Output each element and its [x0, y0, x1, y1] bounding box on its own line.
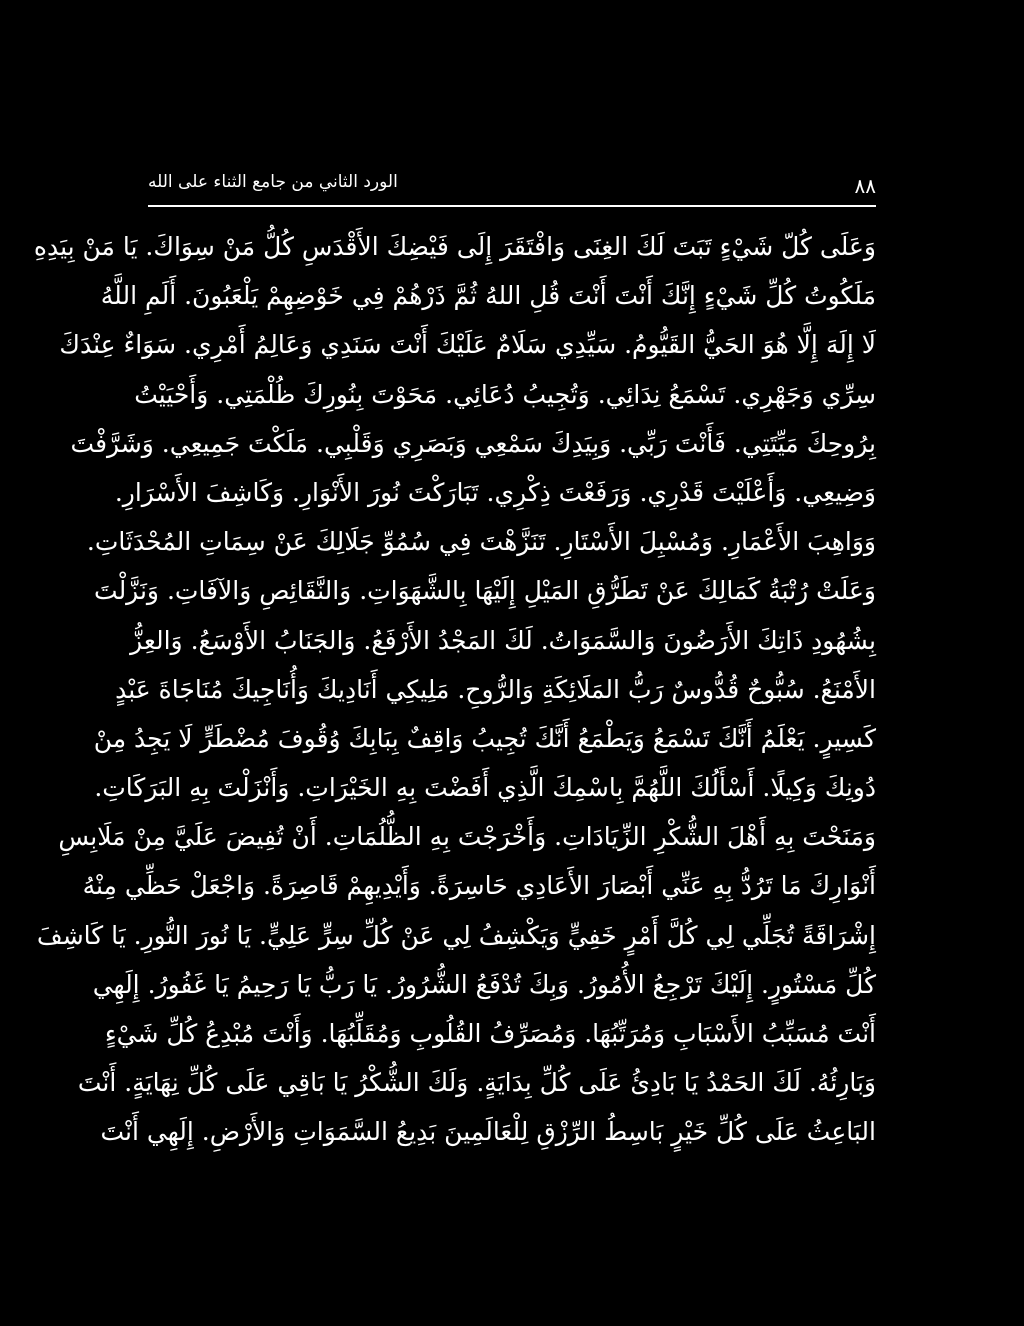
text-line: بِشُهُودِ ذَاتِكَ الأَرَضُونَ وَالسَّمَوَاتُ. لَكَ المَجْدُ الأَرْفَعُ. وَالجَنَابُ الأَوْسَعُ. وَالعِزُّ: [130, 625, 876, 655]
text-line: البَاعِثُ عَلَى كُلِّ خَيْرٍ بَاسِطُ الرِّزْقِ لِلْعَالَمِينَ بَدِيعُ السَّمَوَاتِ وَالأَرْضِ. إِلَهِي أَنْتَ: [100, 1117, 876, 1147]
text-line: وَعَلَى كُلّ شَيْءٍ تَبَتَ لَكَ الغِنَى وَافْتَقَرَ إِلَى فَيْضِكَ الأَقْدَسِ كُلُّ مَنْ سِوَاكَ. يَا مَنْ بِيَدِهِ: [33, 232, 876, 261]
text-line: لَا إِلَهَ إِلَّا هُوَ الحَيُّ القَيُّومُ. سَيِّدِي سَلَامٌ عَلَيْكَ أَنْتَ سَنَدِي وَعَالِمُ أَمْرِي. سَوَاءٌ عِنْدَكَ: [59, 330, 876, 360]
text-line: الأَمْنَعُ. سُبُّوحٌ قُدُّوسٌ رَبُّ المَلَائِكَةِ وَالرُّوحِ. مَلِيكِي أَنَادِيكَ وَأُنَاجِيكَ مُنَاجَاةَ عَبْدٍ: [115, 674, 876, 704]
text-line: كُلِّ مَسْتُورٍ. إِلَيْكَ تَرْجِعُ الأُمُورُ. وَبِكَ تُدْفَعُ الشُّرُورُ. يَا رَبُّ يَا رَحِيمُ يَا غَفُورُ. إِلَهِي: [92, 969, 876, 999]
text-line: مَلَكُوتُ كُلِّ شَيْءٍ إِنَّكَ أَنْتَ أَنْتَ قُلِ اللهُ ثُمَّ ذَرْهُمْ فِي خَوْضِهِمْ يَلْعَبُونَ. أَلَمِ اللَّهُ: [100, 281, 876, 311]
text-line: أَنْتَ مُسَبِّبُ الأَسْبَابِ وَمُرَتِّبُهَا. وَمُصَرِّفُ القُلُوبِ وَمُقَلِّبُهَا. وَأَنْتَ مُبْدِعُ كُلِّ شَيْءٍ: [104, 1019, 876, 1048]
text-line: سِرِّي وَجَهْرِي. تَسْمَعُ نِدَائِي. وَتُجِيبُ دُعَائِي. مَحَوْتَ بِنُورِكَ ظُلْمَتِي. وَأَحْيَيْتُ: [134, 379, 876, 409]
text-line: كَسِيرٍ. يَعْلَمُ أَنَّكَ تَسْمَعُ وَيَطْمَعُ أَنَّكَ تُجِيبُ وَاقِفٌ بِبَابِكَ وُقُوفَ مُضْطَرٍّ لَا يَجِدُ مِنْ: [93, 723, 876, 753]
text-line: أَنْوَارِكَ مَا تَرُدُّ بِهِ عَنِّي أَبْصَارَ الأَعَادِي حَاسِرَةً. وَأَيْدِيهِمْ قَاصِرَةً. وَاجْعَلْ حَظِّي مِنْهُ: [82, 871, 876, 901]
text-line: وَبَارِئُهُ. لَكَ الحَمْدُ يَا بَادِئُ عَلَى كُلِّ بِدَايَةٍ. وَلَكَ الشُّكْرُ يَا بَاقِي عَلَى كُلِّ نِهَايَةٍ. أَنْتَ: [77, 1068, 876, 1098]
text-line: وَمَنَحْتَ بِهِ أَهْلَ الشُّكْرِ الزِّيَادَاتِ. وَأَخْرَجْتَ بِهِ الظُّلُمَاتِ. أَنْ تُفِيضَ عَلَيَّ مِنْ مَلَابِسِ: [58, 822, 876, 852]
text-line: وَعَلَتْ رُتْبَةُ كَمَالِكَ عَنْ تَطَرُّقِ المَيْلِ إِلَيْهَا بِالشَّهَوَاتِ. وَالنَّقَائِصِ وَالآفَاتِ. وَنَزَّلْتَ: [94, 576, 876, 606]
page-number: ٨٨: [854, 174, 876, 198]
text-line: وَوَاهِبَ الأَعْمَارِ. وَمُسْبِلَ الأَسْتَارِ. تَنَزَّهْتَ فِي سُمُوِّ جَلَالِكَ عَنْ سِمَاتِ المُحْدَثَاتِ.: [86, 527, 876, 557]
text-line: وَضِيعِي. وَأَعْلَيْتَ قَدْرِي. وَرَفَعْتَ ذِكْرِي. تَبَارَكْتَ نُورَ الأَنْوَارِ. وَكَاشِفَ الأَسْرَارِ.: [114, 477, 876, 507]
text-line: بِرُوحِكَ مَيِّتَتِي. فَأَنْتَ رَبِّي. وَبِيَدِكَ سَمْعِي وَبَصَرِي وَقَلْبِي. مَلَكْتَ جَمِيعِي. وَشَرَّفْتَ: [70, 428, 876, 458]
running-header: [148, 170, 876, 204]
text-line: دُونِكَ وَكِيلًا. أَسْأَلُكَ اللَّهُمَّ بِاسْمِكَ الَّذِي أَفَضْتَ بِهِ الخَيْرَاتِ. وَأَنْزَلْتَ بِهِ البَرَكَاتِ.: [94, 773, 876, 803]
body-text: [33, 222, 876, 1157]
header-divider: [148, 205, 876, 207]
header-title: الورد الثاني من جامع الثناء على الله: [148, 172, 398, 192]
text-line: إِشْرَاقَةً تُجَلِّي لِي كُلَّ أَمْرٍ خَفِيٍّ وَيَكْشِفُ لِي عَنْ كُلِّ سِرٍّ عَلِيٍّ. يَا نُورَ النُّورِ. يَا كَاشِفَ: [36, 920, 876, 950]
